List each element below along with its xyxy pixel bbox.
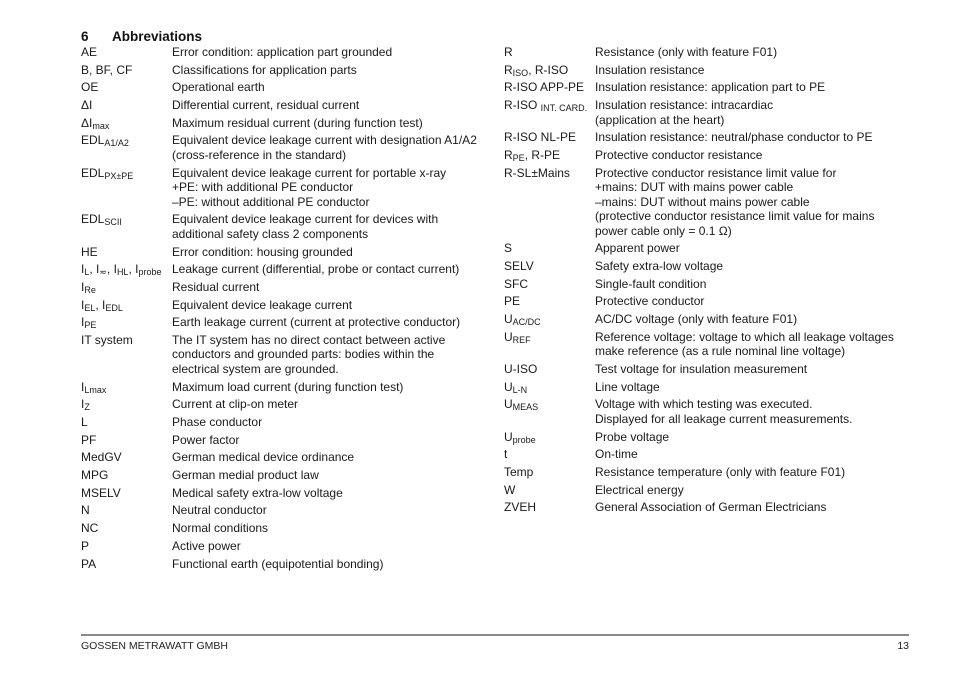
term-text: P: [81, 538, 90, 553]
term-text: U: [504, 329, 513, 344]
abbreviation-row: [81, 503, 491, 518]
term-text: MedGV: [81, 450, 122, 465]
abbreviation-row: [504, 447, 914, 462]
term-text: , I: [89, 262, 100, 277]
abbreviation-term: [81, 415, 172, 430]
abbreviation-term: [81, 262, 172, 277]
section-heading: [81, 29, 202, 44]
term-text: OE: [81, 80, 99, 95]
term-text: PF: [81, 432, 97, 447]
abbreviation-term: [504, 500, 595, 515]
abbreviation-term: [81, 63, 172, 78]
abbreviation-row: [504, 362, 914, 377]
abbreviation-definition: Differential current, residual current: [172, 98, 360, 113]
abbreviation-definition: Phase conductor: [172, 415, 263, 429]
term-subscript: probe: [512, 434, 536, 445]
abbreviation-row: [504, 483, 914, 498]
abbreviation-term: [81, 133, 172, 162]
abbreviation-definition: Insulation resistance: [595, 62, 705, 77]
term-text: EDL: [81, 133, 105, 148]
abbreviations-right-column: [504, 45, 914, 518]
term-subscript: HL: [116, 267, 129, 278]
abbreviation-term: [504, 130, 595, 145]
abbreviation-row: [81, 468, 491, 483]
term-text: U-ISO: [504, 361, 538, 376]
abbreviation-term: [81, 521, 172, 536]
term-subscript: PE: [512, 152, 525, 163]
abbreviation-row: [504, 465, 914, 480]
abbreviations-left-column: [81, 45, 491, 574]
abbreviation-row: [81, 245, 491, 260]
abbreviation-definition: Error condition: housing grounded: [172, 244, 353, 259]
term-text: PE: [504, 294, 521, 309]
abbreviation-term: [504, 45, 595, 60]
abbreviation-term: [81, 280, 172, 295]
abbreviation-definition: Leakage current (differential, probe or contact current): [172, 262, 460, 277]
abbreviation-term: [504, 380, 595, 395]
term-text: , I: [128, 262, 139, 277]
abbreviation-term: [81, 557, 172, 572]
abbreviation-term: [81, 298, 172, 313]
abbreviation-row: [504, 380, 914, 395]
term-text: ΔI: [81, 115, 93, 130]
term-text: B, BF, CF: [81, 62, 133, 77]
abbreviation-row: [504, 277, 914, 292]
abbreviation-row: [81, 380, 491, 395]
abbreviation-definition: Line voltage: [595, 379, 660, 394]
term-text: I: [81, 397, 85, 412]
abbreviation-term: [504, 430, 595, 445]
term-subscript: PX±PE: [104, 170, 134, 181]
abbreviation-definition: Protective conductor resistance limit value for +mains: DUT with mains power cable –mains: DUT without mains power cable (protective conductor resistance limit value for mains power cable only = 0.1 Ω): [595, 165, 875, 238]
abbreviation-row: [504, 294, 914, 309]
abbreviation-definition: The IT system has no direct contact between active conductors and grounded parts: bodies within the electrical system are grounded.: [172, 332, 446, 376]
term-text: R-ISO: [504, 98, 541, 113]
term-subscript: L-N: [512, 384, 528, 395]
abbreviation-row: [504, 430, 914, 445]
abbreviation-definition: Earth leakage current (current at protective conductor): [172, 315, 461, 330]
abbreviation-row: [81, 415, 491, 430]
term-text: SELV: [504, 259, 534, 273]
term-subscript: A1/A2: [104, 138, 129, 149]
abbreviation-definition: Classifications for application parts: [172, 62, 357, 77]
abbreviation-row: [81, 486, 491, 501]
abbreviation-definition: German medial product law: [172, 468, 319, 483]
abbreviation-definition: Equivalent device leakage current: [172, 297, 353, 312]
abbreviation-definition: Safety extra-low voltage: [595, 259, 724, 273]
abbreviation-term: [81, 503, 172, 518]
abbreviation-row: [504, 312, 914, 327]
term-text: MSELV: [81, 485, 121, 500]
abbreviation-row: [504, 330, 914, 359]
abbreviation-row: [81, 298, 491, 313]
abbreviation-definition: Electrical energy: [595, 482, 684, 497]
abbreviation-definition: AC/DC voltage (only with feature F01): [595, 312, 798, 327]
abbreviation-term: [81, 315, 172, 330]
abbreviation-definition: Protective conductor: [595, 294, 705, 309]
abbreviation-definition: Reference voltage: voltage to which all leakage voltages make reference (as a rule nominal line voltage): [595, 329, 894, 359]
term-text: R-SL±Mains: [504, 165, 570, 180]
abbreviation-term: [81, 468, 172, 483]
abbreviation-term: [81, 166, 172, 210]
term-text: I: [81, 297, 85, 312]
abbreviation-row: [504, 148, 914, 163]
abbreviation-term: [81, 80, 172, 95]
abbreviation-row: [504, 241, 914, 256]
term-subscript: EL: [84, 302, 96, 313]
abbreviation-definition: Functional earth (equipotential bonding): [172, 556, 384, 571]
term-subscript: ISO: [512, 67, 529, 78]
term-text: R: [504, 147, 513, 162]
term-text: , I: [106, 262, 117, 277]
abbreviation-definition: Resistance (only with feature F01): [595, 45, 778, 59]
abbreviation-definition: Operational earth: [172, 80, 265, 95]
abbreviation-term: [504, 148, 595, 163]
term-text: , R-PE: [524, 147, 561, 162]
abbreviation-row: [81, 521, 491, 536]
abbreviation-term: [504, 465, 595, 480]
term-text: W: [504, 482, 516, 497]
abbreviation-row: [81, 133, 491, 162]
abbreviation-term: [81, 450, 172, 465]
abbreviation-definition: Equivalent device leakage current for devices with additional safety class 2 components: [172, 212, 439, 241]
abbreviation-definition: Error condition: application part grounded: [172, 45, 393, 59]
abbreviation-definition: Insulation resistance: application part to PE: [595, 80, 826, 95]
abbreviation-term: [81, 433, 172, 448]
term-text: , R-ISO: [528, 62, 569, 77]
term-text: MPG: [81, 468, 109, 483]
abbreviation-definition: General Association of German Electricians: [595, 500, 827, 515]
term-subscript: L: [84, 267, 90, 278]
term-text: N: [81, 503, 90, 518]
abbreviation-term: [81, 380, 172, 395]
abbreviation-row: [81, 63, 491, 78]
abbreviation-row: [504, 500, 914, 515]
term-subscript: SCII: [104, 217, 122, 228]
term-subscript: MEAS: [512, 402, 539, 413]
term-text: U: [504, 429, 513, 444]
term-subscript: INT. CARD.: [540, 103, 588, 114]
abbreviation-row: [81, 98, 491, 113]
abbreviation-term: [81, 212, 172, 241]
term-subscript: EDL: [105, 302, 123, 313]
term-text: U: [504, 397, 513, 412]
abbreviation-definition: Maximum residual current (during function test): [172, 115, 423, 130]
term-text: U: [504, 379, 513, 394]
abbreviation-term: [504, 63, 595, 78]
abbreviation-definition: Probe voltage: [595, 429, 670, 444]
abbreviation-row: [81, 433, 491, 448]
abbreviation-definition: German medical device ordinance: [172, 450, 355, 465]
abbreviation-row: [504, 166, 914, 239]
abbreviation-term: [504, 483, 595, 498]
abbreviation-row: [81, 212, 491, 241]
abbreviation-term: [81, 397, 172, 412]
term-text: AE: [81, 45, 98, 59]
abbreviation-term: [504, 98, 595, 127]
term-text: R: [504, 45, 513, 59]
abbreviation-definition: Single-fault condition: [595, 276, 707, 291]
page-number: 13: [897, 640, 909, 652]
abbreviation-term: [504, 277, 595, 292]
term-text: HE: [81, 244, 98, 259]
abbreviation-row: [81, 397, 491, 412]
abbreviation-row: [81, 166, 491, 210]
abbreviation-row: [504, 98, 914, 127]
abbreviation-definition: Insulation resistance: intracardiac (application at the heart): [595, 98, 774, 127]
abbreviation-row: [81, 539, 491, 554]
abbreviation-definition: Insulation resistance: neutral/phase conductor to PE: [595, 130, 873, 145]
section-title: Abbreviations: [112, 29, 203, 44]
abbreviation-term: [504, 294, 595, 309]
abbreviation-row: [504, 45, 914, 60]
abbreviation-definition: Equivalent device leakage current for portable x-ray +PE: with additional PE conductor –PE: without additional PE conductor: [172, 165, 447, 209]
abbreviation-definition: Residual current: [172, 279, 260, 294]
abbreviation-row: [81, 557, 491, 572]
abbreviation-definition: Maximum load current (during function test): [172, 379, 404, 394]
term-text: ZVEH: [504, 500, 537, 515]
abbreviation-row: [504, 397, 914, 426]
abbreviation-row: [81, 315, 491, 330]
term-subscript: probe: [138, 267, 162, 278]
term-subscript: max: [92, 120, 110, 131]
abbreviation-definition: Neutral conductor: [172, 503, 267, 518]
abbreviation-row: [81, 45, 491, 60]
term-text: I: [81, 379, 85, 394]
abbreviation-definition: Voltage with which testing was executed. Displayed for all leakage current measurements.: [595, 397, 853, 426]
term-subscript: ≂: [99, 267, 107, 278]
abbreviation-term: [81, 116, 172, 131]
term-text: IT system: [81, 332, 133, 347]
term-text: NC: [81, 521, 99, 536]
abbreviation-term: [504, 330, 595, 359]
term-text: I: [81, 315, 85, 330]
term-text: I: [81, 279, 85, 294]
abbreviation-row: [81, 280, 491, 295]
abbreviation-term: [504, 312, 595, 327]
footer-company: GOSSEN METRAWATT GMBH: [81, 640, 229, 652]
term-subscript: REF: [512, 334, 531, 345]
abbreviation-row: [504, 80, 914, 95]
abbreviation-definition: Medical safety extra-low voltage: [172, 485, 343, 500]
abbreviation-term: [504, 241, 595, 256]
term-text: Temp: [504, 464, 534, 479]
abbreviation-definition: Resistance temperature (only with feature F01): [595, 464, 846, 479]
term-text: R-ISO NL-PE: [504, 130, 577, 145]
term-text: SFC: [504, 276, 528, 291]
abbreviation-term: [504, 447, 595, 462]
term-text: I: [81, 262, 85, 277]
term-text: PA: [81, 556, 97, 571]
term-subscript: AC/DC: [512, 317, 541, 328]
abbreviation-row: [504, 259, 914, 274]
abbreviation-row: [81, 80, 491, 95]
abbreviation-term: [504, 362, 595, 377]
abbreviation-row: [81, 333, 491, 377]
term-text: U: [504, 312, 513, 327]
abbreviation-definition: Power factor: [172, 432, 240, 447]
term-text: ΔI: [81, 98, 93, 113]
abbreviation-definition: Apparent power: [595, 241, 680, 256]
section-number: 6: [81, 29, 89, 44]
term-text: L: [81, 415, 88, 429]
abbreviation-term: [81, 486, 172, 501]
abbreviation-row: [504, 63, 914, 78]
abbreviation-definition: Normal conditions: [172, 521, 269, 536]
term-text: EDL: [81, 165, 105, 180]
abbreviation-row: [504, 130, 914, 145]
footer-divider: [81, 634, 909, 636]
abbreviation-definition: Active power: [172, 538, 241, 553]
abbreviation-term: [504, 80, 595, 95]
term-text: EDL: [81, 212, 105, 227]
term-text: , I: [95, 297, 106, 312]
term-text: t: [504, 447, 508, 462]
term-subscript: Z: [84, 402, 90, 413]
term-text: R-ISO APP-PE: [504, 80, 585, 95]
abbreviation-term: [504, 259, 595, 274]
abbreviation-definition: Equivalent device leakage current with designation A1/A2 (cross-reference in the standard): [172, 133, 477, 162]
term-text: S: [504, 241, 513, 256]
term-subscript: Re: [84, 284, 96, 295]
term-subscript: PE: [84, 320, 97, 331]
abbreviation-term: [81, 333, 172, 377]
abbreviation-term: [504, 397, 595, 426]
abbreviation-row: [81, 262, 491, 277]
abbreviation-term: [81, 45, 172, 60]
abbreviation-definition: On-time: [595, 447, 638, 462]
term-subscript: Lmax: [84, 384, 107, 395]
abbreviation-definition: Protective conductor resistance: [595, 147, 763, 162]
abbreviation-term: [504, 166, 595, 239]
abbreviation-definition: Test voltage for insulation measurement: [595, 361, 808, 376]
abbreviation-term: [81, 539, 172, 554]
abbreviation-definition: Current at clip-on meter: [172, 397, 299, 412]
abbreviation-term: [81, 245, 172, 260]
abbreviation-row: [81, 450, 491, 465]
term-text: R: [504, 62, 513, 77]
abbreviation-row: [81, 116, 491, 131]
abbreviation-term: [81, 98, 172, 113]
